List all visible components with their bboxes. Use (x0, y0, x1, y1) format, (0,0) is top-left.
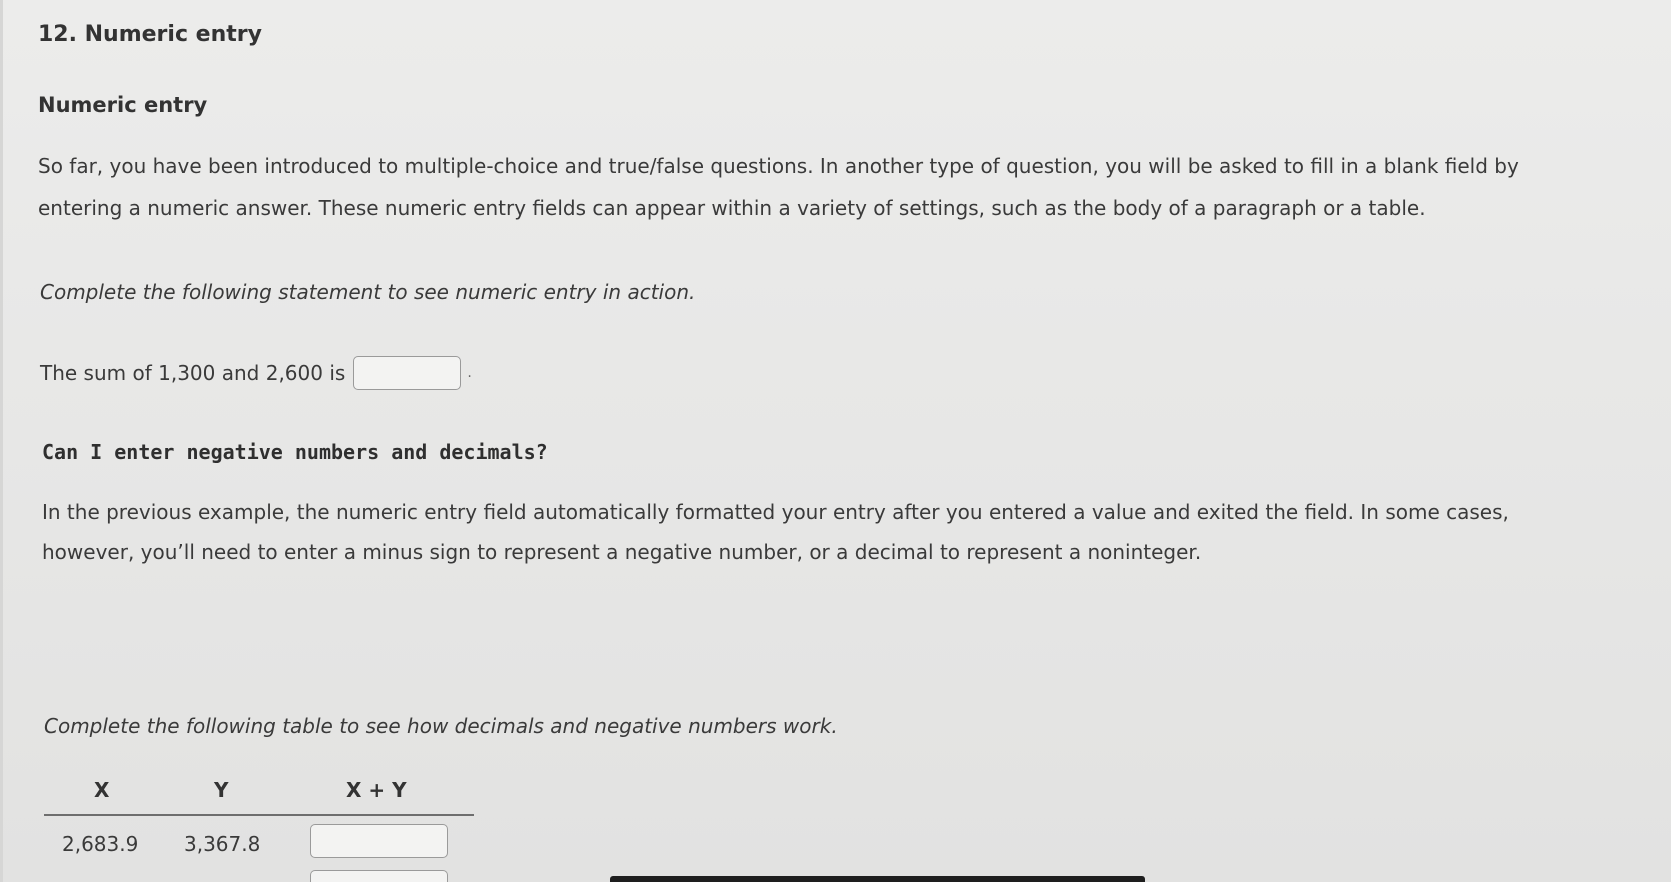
intro-paragraph (38, 145, 1638, 229)
table-cell-x: 2,683.9 (62, 832, 139, 856)
table-cell-y: 3,367.8 (184, 832, 261, 856)
instruction-statement: Complete the following statement to see numeric entry in action. (40, 280, 696, 304)
sum-statement-text: The sum of 1,300 and 2,600 is (40, 361, 346, 385)
table-sum-input[interactable] (310, 824, 448, 858)
table-header-divider (44, 814, 474, 816)
sum-period: . (467, 365, 472, 381)
table-header-x: X (94, 778, 110, 802)
sum-answer-input[interactable] (353, 356, 461, 390)
instruction-table: Complete the following table to see how decimals and negative numbers work. (44, 714, 838, 738)
page-edge (0, 0, 3, 882)
question-number-title: 12. Numeric entry (38, 22, 262, 47)
explanation-line-2: however, you’ll need to enter a minus sign to represent a negative number, or a decimal to represent a noninteger. (42, 540, 1202, 564)
table-header-sum: X + Y (346, 778, 407, 802)
negative-decimals-heading: Can I enter negative numbers and decimals? (42, 440, 548, 464)
table-sum-input-next[interactable] (310, 870, 448, 882)
section-heading: Numeric entry (38, 93, 208, 117)
intro-line-1: So far, you have been introduced to multiple-choice and true/false questions. In another type of question, you will be asked to fill in a blank field by (38, 154, 1519, 178)
explanation-line-1: In the previous example, the numeric entry field automatically formatted your entry after you entered a value and exited the field. In some cases, (42, 500, 1509, 524)
table-header-y: Y (214, 778, 229, 802)
screen-bottom-bar (610, 876, 1145, 882)
intro-line-2: entering a numeric answer. These numeric entry fields can appear within a variety of settings, such as the body of a paragraph or a table. (38, 196, 1426, 220)
explanation-paragraph (42, 492, 1642, 572)
sum-statement-row (40, 356, 472, 390)
